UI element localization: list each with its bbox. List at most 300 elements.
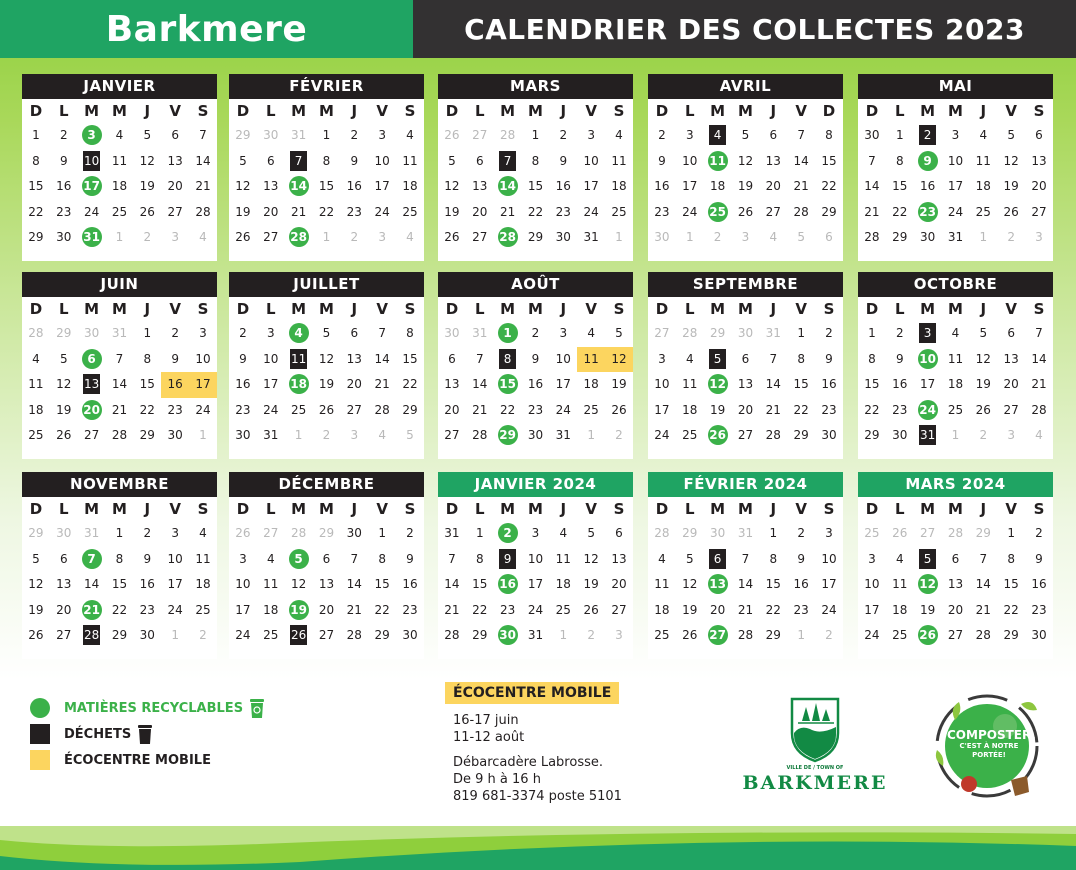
day-cell xyxy=(605,174,633,200)
day-number: 2 xyxy=(919,125,936,145)
day-cell xyxy=(22,572,50,598)
day-number: 9 xyxy=(171,351,179,366)
day-number: 1 xyxy=(979,230,988,245)
day-cell-waste xyxy=(285,347,313,373)
weekday-label: D xyxy=(865,300,879,318)
day-number: 7 xyxy=(290,151,307,171)
day-number: 16 xyxy=(919,179,936,194)
weekday-label: J xyxy=(560,500,567,518)
day-cell xyxy=(229,347,257,373)
day-number: 14 xyxy=(111,377,128,392)
day-cell xyxy=(285,200,313,226)
day-number: 10 xyxy=(555,351,571,366)
day-number: 8 xyxy=(769,551,778,566)
day-number: 12 xyxy=(56,377,72,392)
day-number: 5 xyxy=(32,551,40,566)
day-number: 5 xyxy=(239,153,247,168)
day-number: 7 xyxy=(115,351,124,366)
month-title: MARS 2024 xyxy=(858,472,1053,497)
day-number: 3 xyxy=(559,326,568,340)
day-number: 5 xyxy=(741,128,750,142)
day-number: 11 xyxy=(654,577,670,592)
day-number: 11 xyxy=(708,151,728,171)
day-number: 30 xyxy=(821,428,837,443)
weekday-label: D xyxy=(655,300,669,318)
day-number: 28 xyxy=(499,128,516,142)
day-cell-other-month xyxy=(133,225,161,251)
day-number: 12 xyxy=(583,551,599,566)
day-cell-other-month xyxy=(815,225,843,251)
day-cell xyxy=(549,347,577,373)
day-cell xyxy=(396,572,424,598)
day-number: 4 xyxy=(685,351,694,366)
weekday-label: J xyxy=(144,102,151,120)
day-number: 27 xyxy=(737,428,754,443)
day-number: 10 xyxy=(263,351,279,366)
day-number: 18 xyxy=(583,377,599,392)
day-cell xyxy=(340,372,368,398)
day-number: 30 xyxy=(56,230,72,245)
day-number: 24 xyxy=(918,400,938,420)
weekday-label: S xyxy=(1033,500,1045,518)
day-number: 7 xyxy=(448,551,456,566)
weekday-label: D xyxy=(655,500,669,518)
day-cell xyxy=(858,598,886,624)
day-cell xyxy=(161,149,189,175)
day-cell xyxy=(313,123,341,149)
day-cell xyxy=(969,398,997,424)
day-number: 23 xyxy=(346,204,362,219)
day-cell xyxy=(106,623,134,649)
month-7 xyxy=(438,272,633,459)
day-number: 18 xyxy=(195,577,211,592)
day-cell-waste xyxy=(78,372,106,398)
weekday-label: L xyxy=(474,500,485,518)
day-number: 30 xyxy=(139,628,155,643)
day-cell xyxy=(577,398,605,424)
day-number: 8 xyxy=(531,153,540,168)
day-number: 4 xyxy=(378,428,386,443)
day-cell xyxy=(340,623,368,649)
day-number: 25 xyxy=(583,402,599,417)
weekday-label: M xyxy=(318,500,334,518)
month-4 xyxy=(858,74,1053,261)
day-number: 2 xyxy=(406,526,414,540)
day-number: 6 xyxy=(825,230,833,245)
day-cell-other-month xyxy=(438,123,466,149)
day-cell xyxy=(22,372,50,398)
day-number: 8 xyxy=(895,153,904,168)
day-cell xyxy=(522,547,550,573)
day-cell xyxy=(815,598,843,624)
weekday-label: V xyxy=(169,500,181,518)
day-number: 8 xyxy=(115,551,124,566)
day-cell-recyclables xyxy=(494,225,522,251)
day-cell xyxy=(942,547,970,573)
day-number: 15 xyxy=(111,577,128,592)
day-number: 5 xyxy=(709,349,726,369)
day-number: 31 xyxy=(947,230,964,245)
day-cell-other-month xyxy=(704,321,732,347)
day-cell-recyclables xyxy=(914,572,942,598)
day-cell xyxy=(466,572,494,598)
day-cell-waste xyxy=(285,623,313,649)
day-number: 12 xyxy=(708,374,728,394)
day-number: 26 xyxy=(235,230,251,245)
day-cell-other-month xyxy=(787,225,815,251)
day-number: 14 xyxy=(737,577,754,592)
day-cell xyxy=(549,598,577,624)
day-cell xyxy=(1025,347,1053,373)
day-cell-recyclables xyxy=(78,225,106,251)
day-cell xyxy=(858,123,886,149)
weekday-label: S xyxy=(197,500,209,518)
day-cell xyxy=(257,398,285,424)
day-cell xyxy=(161,572,189,598)
day-number: 25 xyxy=(975,204,991,219)
day-cell xyxy=(997,572,1025,598)
day-cell xyxy=(229,200,257,226)
day-number: 6 xyxy=(741,351,750,366)
day-cell xyxy=(605,598,633,624)
day-number: 29 xyxy=(765,628,781,643)
day-number: 26 xyxy=(56,428,72,443)
day-cell-other-month xyxy=(732,321,760,347)
day-number: 30 xyxy=(709,526,726,540)
day-cell xyxy=(522,398,550,424)
weekday-label: M xyxy=(84,102,100,120)
compost-badge xyxy=(925,680,1050,805)
day-number: 16 xyxy=(821,377,837,392)
weekday-label: M xyxy=(318,300,334,318)
day-number: 31 xyxy=(290,128,307,142)
weekday-label: L xyxy=(474,300,485,318)
day-cell xyxy=(161,347,189,373)
day-number: 26 xyxy=(318,402,335,417)
day-cell xyxy=(858,225,886,251)
day-cell xyxy=(522,123,550,149)
day-cell-recyclables xyxy=(494,423,522,449)
day-cell xyxy=(969,321,997,347)
day-number: 16 xyxy=(235,377,251,392)
day-number: 21 xyxy=(793,179,809,194)
day-cell xyxy=(969,200,997,226)
day-number: 15 xyxy=(892,179,908,194)
day-number: 16 xyxy=(167,377,183,392)
day-cell xyxy=(229,572,257,598)
day-cell xyxy=(997,372,1025,398)
day-cell-other-month xyxy=(189,423,217,449)
day-cell xyxy=(549,372,577,398)
day-cell-other-month xyxy=(942,521,970,547)
recycle-dot-icon xyxy=(30,698,50,718)
day-cell xyxy=(22,123,50,149)
day-cell xyxy=(997,547,1025,573)
weekday-label: M xyxy=(737,102,753,120)
day-number: 10 xyxy=(654,377,670,392)
day-number: 27 xyxy=(1031,204,1047,219)
day-cell xyxy=(605,321,633,347)
day-cell xyxy=(368,200,396,226)
day-cell-recyclables xyxy=(494,321,522,347)
day-cell xyxy=(759,423,787,449)
day-cell-other-month xyxy=(787,623,815,649)
day-number: 25 xyxy=(402,204,418,219)
weekday-label: V xyxy=(376,300,388,318)
day-cell xyxy=(549,200,577,226)
day-number: 25 xyxy=(708,202,728,222)
day-number: 8 xyxy=(322,153,331,168)
day-number: 27 xyxy=(1003,402,1019,417)
day-number: 8 xyxy=(406,326,414,340)
day-cell xyxy=(886,347,914,373)
day-cell xyxy=(676,200,704,226)
day-number: 29 xyxy=(1003,628,1019,643)
day-number: 12 xyxy=(682,577,698,592)
day-number: 8 xyxy=(499,349,516,369)
day-number: 18 xyxy=(654,602,670,617)
weekday-label: D xyxy=(236,300,250,318)
day-cell xyxy=(229,623,257,649)
day-cell-recyclables xyxy=(914,200,942,226)
day-number: 20 xyxy=(611,577,627,592)
calendar-title: CALENDRIER DES COLLECTES 2023 xyxy=(464,12,1025,46)
day-cell xyxy=(732,598,760,624)
day-cell-waste xyxy=(914,321,942,347)
day-number: 2 xyxy=(322,428,331,443)
day-number: 2 xyxy=(658,128,666,142)
day-number: 21 xyxy=(195,179,211,194)
day-cell-recyclables xyxy=(285,372,313,398)
day-number: 1 xyxy=(685,230,694,245)
day-number: 22 xyxy=(374,602,390,617)
trash-bin-icon xyxy=(137,723,153,745)
day-cell xyxy=(106,372,134,398)
day-cell xyxy=(22,423,50,449)
day-number: 11 xyxy=(947,351,964,366)
day-number: 1 xyxy=(797,628,805,643)
day-cell-other-month xyxy=(22,521,50,547)
month-title: FÉVRIER xyxy=(229,74,424,99)
day-cell xyxy=(133,123,161,149)
crest-icon xyxy=(740,695,890,765)
day-cell xyxy=(106,521,134,547)
day-cell xyxy=(133,598,161,624)
weekday-label: D xyxy=(822,102,836,120)
day-cell xyxy=(340,149,368,175)
day-number: 11 xyxy=(111,153,128,168)
day-cell xyxy=(676,547,704,573)
day-number: 3 xyxy=(587,128,595,142)
day-cell xyxy=(396,372,424,398)
day-number: 15 xyxy=(1003,577,1019,592)
day-number: 22 xyxy=(892,204,908,219)
day-cell-ecocentre xyxy=(605,347,633,373)
day-cell xyxy=(676,123,704,149)
day-cell xyxy=(466,372,494,398)
day-cell-ecocentre xyxy=(189,372,217,398)
day-number: 19 xyxy=(737,179,754,194)
eco-square-icon xyxy=(30,750,50,770)
weekday-label: D xyxy=(865,500,879,518)
day-cell xyxy=(22,598,50,624)
day-number: 3 xyxy=(825,526,833,540)
day-cell xyxy=(577,174,605,200)
day-number: 19 xyxy=(682,602,698,617)
day-cell xyxy=(285,572,313,598)
day-cell xyxy=(787,423,815,449)
day-number: 18 xyxy=(402,179,418,194)
day-number: 28 xyxy=(374,402,390,417)
day-number: 4 xyxy=(979,128,988,142)
day-number: 12 xyxy=(28,577,44,592)
weekday-label: M xyxy=(318,102,334,120)
day-number: 12 xyxy=(139,153,155,168)
day-number: 5 xyxy=(615,326,623,340)
day-number: 2 xyxy=(1035,526,1043,540)
day-cell-other-month xyxy=(942,423,970,449)
day-number: 4 xyxy=(951,326,960,340)
day-cell xyxy=(732,623,760,649)
day-number: 12 xyxy=(1003,153,1019,168)
day-cell xyxy=(676,598,704,624)
day-cell xyxy=(78,572,106,598)
day-number: 6 xyxy=(1007,326,1015,340)
day-cell xyxy=(648,149,676,175)
day-number: 16 xyxy=(555,179,571,194)
day-number: 19 xyxy=(611,377,627,392)
day-number: 28 xyxy=(28,326,44,340)
day-cell xyxy=(368,521,396,547)
month-13 xyxy=(648,472,843,659)
day-number: 30 xyxy=(83,326,100,340)
day-number: 12 xyxy=(235,179,251,194)
day-cell-recyclables xyxy=(78,174,106,200)
day-cell xyxy=(1025,321,1053,347)
day-cell xyxy=(549,547,577,573)
day-cell-other-month xyxy=(759,321,787,347)
day-cell xyxy=(997,174,1025,200)
weekday-label: L xyxy=(894,500,905,518)
day-cell xyxy=(50,572,78,598)
day-cell xyxy=(313,372,341,398)
day-number: 13 xyxy=(611,551,627,566)
weekday-label: V xyxy=(169,102,181,120)
day-cell xyxy=(368,623,396,649)
day-cell xyxy=(549,321,577,347)
ecocentre-dates-2: 11-12 août xyxy=(453,730,525,745)
day-cell xyxy=(257,321,285,347)
day-cell-other-month xyxy=(368,225,396,251)
day-cell xyxy=(732,372,760,398)
day-cell xyxy=(942,123,970,149)
day-cell-other-month xyxy=(886,521,914,547)
day-cell xyxy=(942,372,970,398)
day-number: 16 xyxy=(346,179,362,194)
day-number: 24 xyxy=(821,602,837,617)
day-number: 3 xyxy=(378,230,386,245)
day-cell xyxy=(368,398,396,424)
day-number: 23 xyxy=(555,204,571,219)
day-cell-recyclables xyxy=(704,623,732,649)
day-number: 26 xyxy=(892,526,908,540)
day-cell xyxy=(466,598,494,624)
day-number: 17 xyxy=(583,179,599,194)
day-cell xyxy=(997,598,1025,624)
day-number: 6 xyxy=(769,128,778,142)
day-cell xyxy=(858,623,886,649)
day-number: 8 xyxy=(32,153,40,168)
day-cell xyxy=(914,598,942,624)
day-cell xyxy=(22,547,50,573)
day-cell xyxy=(438,149,466,175)
day-number: 27 xyxy=(472,230,488,245)
month-10 xyxy=(22,472,217,659)
day-cell xyxy=(1025,372,1053,398)
weekday-label: M xyxy=(500,300,516,318)
weekday-label: M xyxy=(737,300,753,318)
day-cell xyxy=(969,174,997,200)
day-cell xyxy=(969,598,997,624)
day-cell xyxy=(340,398,368,424)
weekday-label: V xyxy=(169,300,181,318)
day-cell xyxy=(549,174,577,200)
day-number: 29 xyxy=(28,230,44,245)
day-cell xyxy=(577,372,605,398)
day-cell xyxy=(106,174,134,200)
day-cell xyxy=(704,174,732,200)
day-number: 1 xyxy=(32,128,40,142)
day-number: 13 xyxy=(1031,153,1047,168)
day-number: 14 xyxy=(793,153,809,168)
month-title: SEPTEMBRE xyxy=(648,272,843,297)
day-number: 19 xyxy=(56,402,72,417)
day-number: 20 xyxy=(263,204,279,219)
day-cell xyxy=(522,598,550,624)
day-number: 2 xyxy=(239,326,247,340)
day-cell-other-month xyxy=(340,225,368,251)
day-cell-other-month xyxy=(106,321,134,347)
day-cell xyxy=(605,547,633,573)
day-number: 14 xyxy=(765,377,781,392)
ecocentre-place: Débarcadère Labrosse. xyxy=(453,755,603,770)
day-number: 14 xyxy=(1031,351,1047,366)
day-number: 26 xyxy=(918,625,938,645)
weekday-label: M xyxy=(920,300,936,318)
day-cell xyxy=(759,623,787,649)
day-number: 7 xyxy=(797,128,805,142)
day-cell-other-month xyxy=(22,321,50,347)
day-cell-recyclables xyxy=(285,225,313,251)
day-cell xyxy=(396,149,424,175)
day-cell xyxy=(257,547,285,573)
day-number: 23 xyxy=(654,204,670,219)
day-number: 30 xyxy=(56,526,72,540)
day-cell xyxy=(313,547,341,573)
legend-waste-label: DÉCHETS xyxy=(64,726,132,742)
day-cell xyxy=(942,200,970,226)
day-cell-waste xyxy=(704,347,732,373)
month-title: AOÛT xyxy=(438,272,633,297)
day-cell xyxy=(396,174,424,200)
weekday-label: J xyxy=(980,500,987,518)
weekday-label: M xyxy=(291,102,307,120)
day-cell xyxy=(605,372,633,398)
day-cell xyxy=(605,572,633,598)
day-cell-recyclables xyxy=(704,200,732,226)
day-cell xyxy=(648,372,676,398)
day-number: 12 xyxy=(318,351,335,366)
